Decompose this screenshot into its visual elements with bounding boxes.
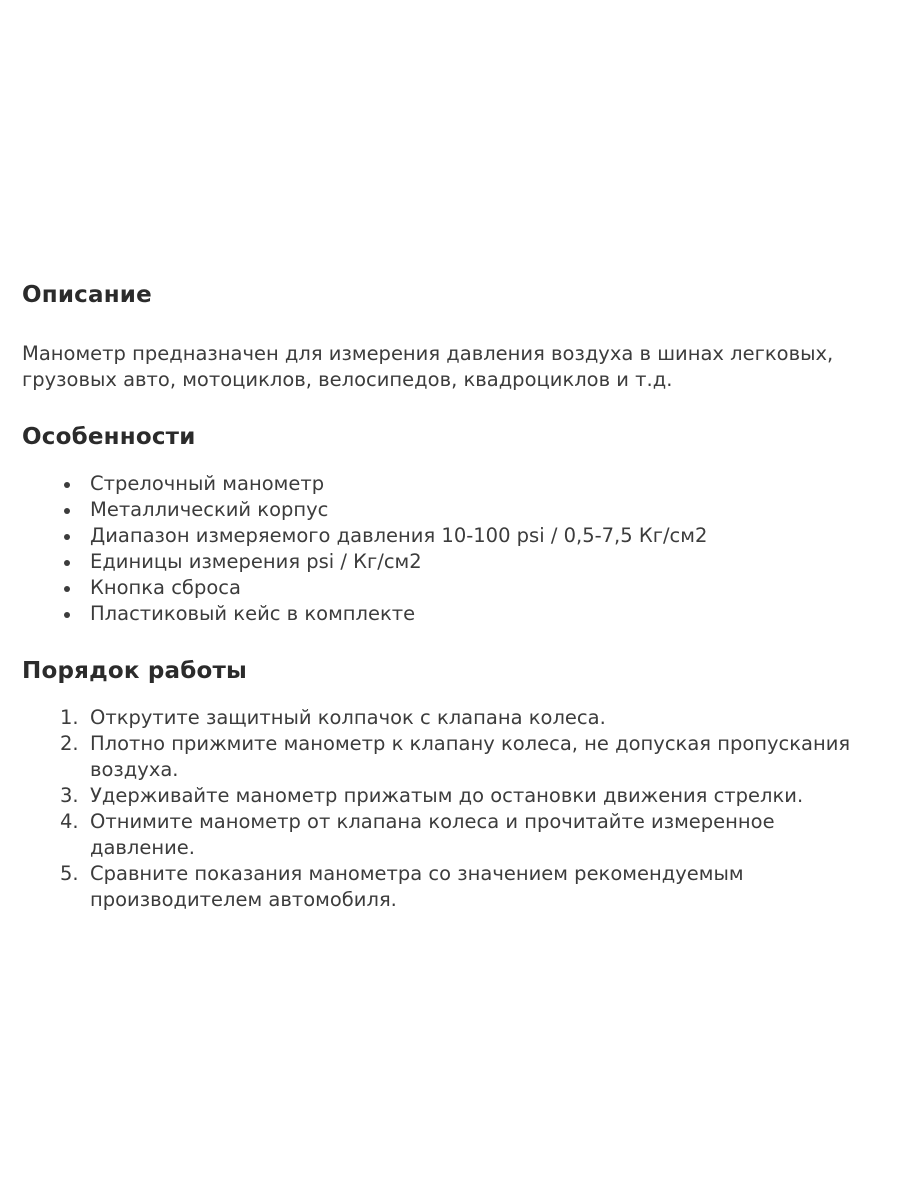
step-number: 1.	[60, 706, 79, 729]
list-item	[22, 601, 878, 627]
bullet-icon	[64, 612, 70, 618]
description-text: Манометр предназначен для измерения давления воздуха в шинах легковых, грузовых авто, мотоциклов, велосипедов, квадроциклов и т.д.	[22, 342, 834, 391]
step-number: 5.	[60, 862, 79, 885]
feature-text: Диапазон измеряемого давления 10-100 psi / 0,5-7,5 Кг/см2	[90, 524, 708, 547]
step-text: Открутите защитный колпачок с клапана колеса.	[90, 706, 606, 729]
list-item	[22, 783, 870, 809]
features-heading: Особенности	[22, 424, 196, 450]
step-text: Плотно прижмите манометр к клапану колеса, не допуская пропускания воздуха.	[90, 732, 851, 781]
feature-text: Кнопка сброса	[90, 576, 241, 599]
bullet-icon	[64, 534, 70, 540]
list-item	[22, 705, 870, 731]
bullet-icon	[64, 586, 70, 592]
list-item	[22, 523, 878, 549]
list-item	[22, 861, 870, 913]
features-list	[22, 471, 878, 627]
list-item	[22, 497, 878, 523]
list-item	[22, 731, 870, 783]
procedure-heading: Порядок работы	[22, 658, 248, 684]
bullet-icon	[64, 508, 70, 514]
procedure-steps-list	[22, 705, 878, 913]
step-number: 3.	[60, 784, 79, 807]
feature-text: Стрелочный манометр	[90, 472, 325, 495]
step-number: 4.	[60, 810, 79, 833]
feature-text: Металлический корпус	[90, 498, 329, 521]
step-number: 2.	[60, 732, 79, 755]
list-item	[22, 471, 878, 497]
list-item	[22, 549, 878, 575]
bullet-icon	[64, 482, 70, 488]
list-item	[22, 575, 878, 601]
bullet-icon	[64, 560, 70, 566]
step-text: Сравните показания манометра со значением рекомендуемым производителем автомобиля.	[90, 862, 744, 911]
feature-text: Единицы измерения psi / Кг/см2	[90, 550, 422, 573]
step-text: Удерживайте манометр прижатым до остановки движения стрелки.	[90, 784, 804, 807]
feature-text: Пластиковый кейс в комплекте	[90, 602, 416, 625]
step-text: Отнимите манометр от клапана колеса и прочитайте измеренное давление.	[90, 810, 775, 859]
description-heading: Описание	[22, 282, 152, 308]
list-item	[22, 809, 870, 861]
